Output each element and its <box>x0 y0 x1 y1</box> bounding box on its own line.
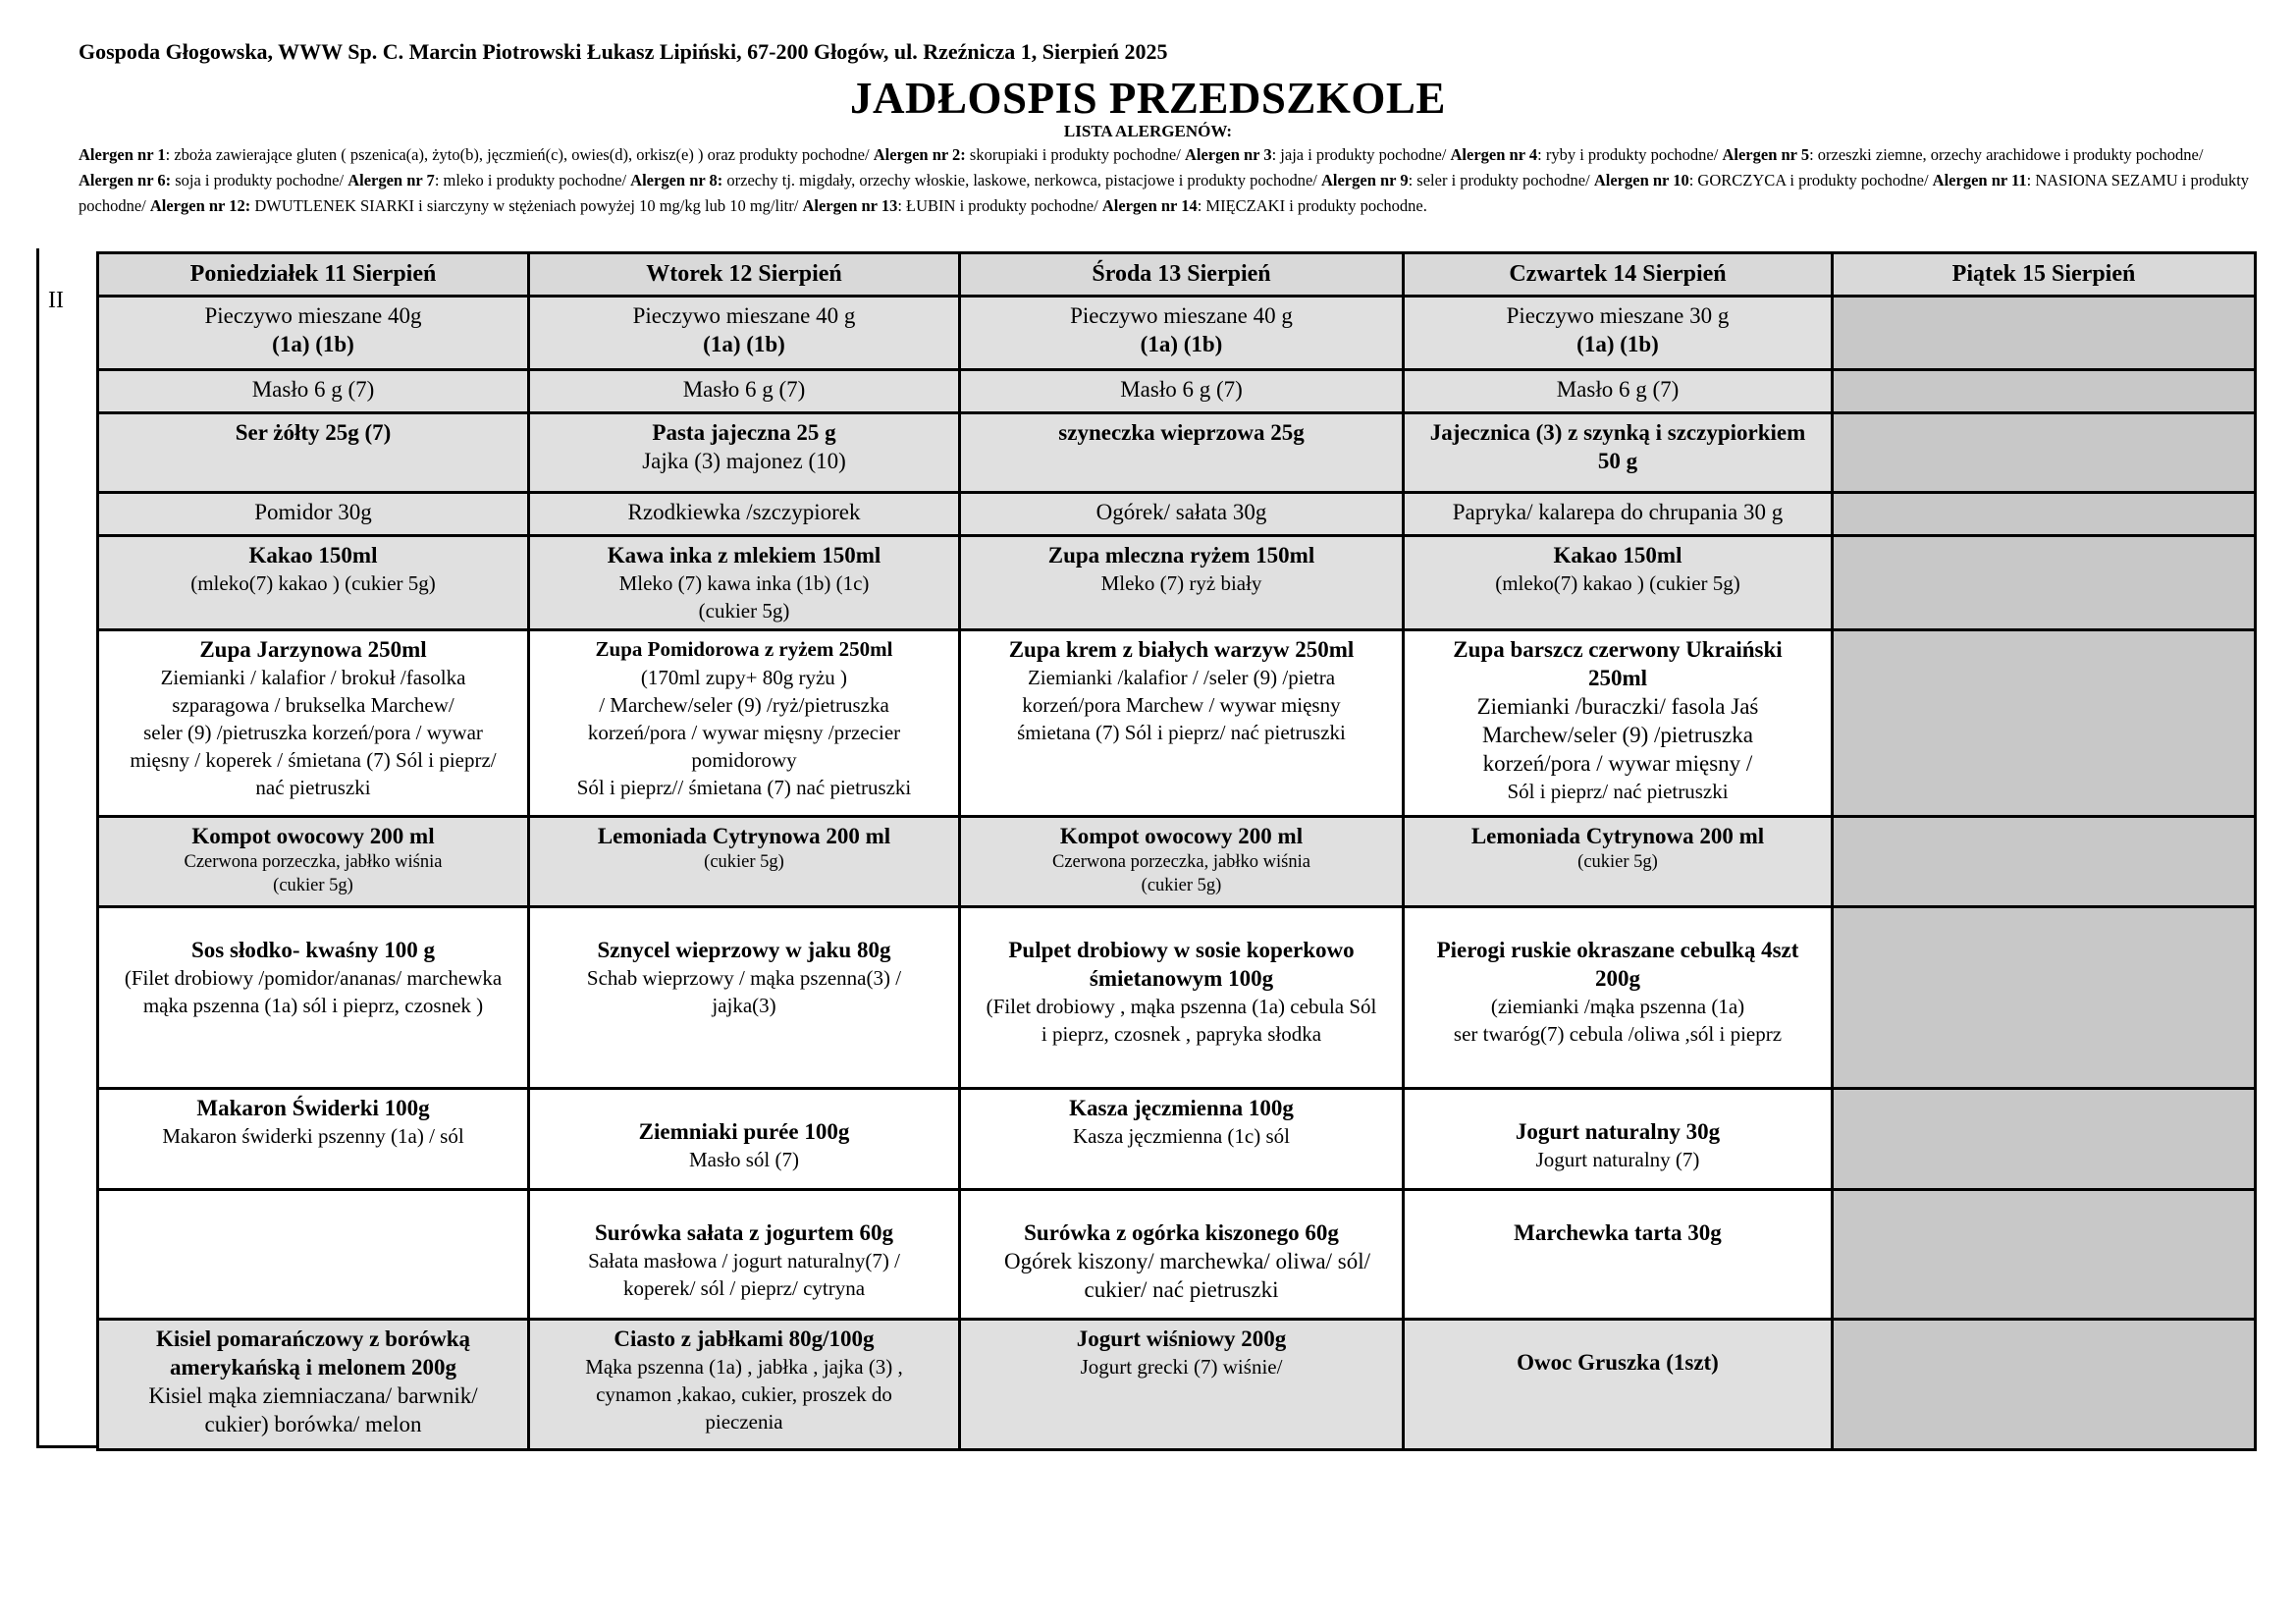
menu-cell-empty <box>1833 1190 2256 1320</box>
dish-ingredients: cukier) borówka/ melon <box>204 1412 422 1436</box>
dish-ingredients: (mleko(7) kakao ) (cukier 5g) <box>190 571 436 595</box>
menu-cell <box>529 536 960 630</box>
dish-allergens: (1a) (1b) <box>1140 332 1223 356</box>
allergen-description: : mleko i produkty pochodne/ <box>434 171 631 189</box>
dish-name: Surówka z ogórka kiszonego 60g <box>1024 1220 1339 1245</box>
menu-row <box>98 630 2256 817</box>
dish-ingredients: mąka pszenna (1a) sól i pieprz, czosnek ) <box>142 994 484 1017</box>
page-title: JADŁOSPIS PRZEDSZKOLE <box>850 74 1446 123</box>
menu-cell <box>1404 536 1833 630</box>
allergen-label: Alergen nr 8: <box>630 171 723 189</box>
menu-row <box>98 1190 2256 1320</box>
dish-portion: śmietanowym 100g <box>1089 966 1274 991</box>
dish-ingredients: Marchew/seler (9) /pietruszka <box>1482 723 1753 747</box>
menu-cell <box>1404 907 1833 1089</box>
dish-name: Masło 6 g (7) <box>1556 377 1680 402</box>
menu-cell-empty <box>1833 370 2256 413</box>
allergen-label: Alergen nr 1 <box>79 145 166 164</box>
allergen-label: Alergen nr 10 <box>1593 171 1689 189</box>
dish-ingredients: (Filet drobiowy /pomidor/ananas/ marchewka <box>124 966 503 990</box>
dish-name: Pieczywo mieszane 30 g <box>1506 303 1730 328</box>
dish-name: Masło 6 g (7) <box>682 377 806 402</box>
menu-cell-empty <box>1833 630 2256 817</box>
dish-portion: (170ml zupy+ 80g ryżu ) <box>640 666 848 689</box>
menu-cell <box>529 1320 960 1450</box>
allergen-description: : NASIONA SEZAMU i produkty pochodne/ <box>79 171 2250 215</box>
dish-name: Masło 6 g (7) <box>1120 377 1243 402</box>
dish-ingredients: korzeń/pora / wywar mięsny / <box>1482 751 1753 776</box>
dish-allergens: (1a) (1b) <box>1576 332 1659 356</box>
dish-ingredients: Masło sól (7) <box>689 1148 799 1171</box>
dish-ingredients: Ziemianki / kalafior / brokuł /fasolka <box>160 666 466 689</box>
dish-name: Papryka/ kalarepa do chrupania 30 g <box>1452 500 1784 524</box>
menu-cell <box>1404 1089 1833 1190</box>
dish-name: Pierogi ruskie okraszane cebulką 4szt <box>1436 938 1799 962</box>
dish-ingredients: korzeń/pora Marchew / wywar mięsny <box>1022 693 1341 717</box>
dish-portion: 250ml <box>1587 666 1648 690</box>
day-header: Środa 13 Sierpień <box>960 253 1404 297</box>
menu-row <box>98 1320 2256 1450</box>
dish-ingredients: Schab wieprzowy / mąka pszenna(3) / <box>586 966 902 990</box>
allergen-description: : orzeszki ziemne, orzechy arachidowe i produkty pochodne/ <box>1809 145 2204 164</box>
menu-cell <box>98 536 529 630</box>
dish-ingredients: koperek/ sól / pieprz/ cytryna <box>622 1276 866 1300</box>
allergen-label: Alergen nr 9 <box>1320 171 1409 189</box>
menu-row <box>98 907 2256 1089</box>
dish-allergens: (1a) (1b) <box>272 332 354 356</box>
menu-cell <box>1404 297 1833 370</box>
menu-cell <box>529 370 960 413</box>
dish-ingredients: (Filet drobiowy , mąka pszenna (1a) cebula Sól <box>986 995 1377 1018</box>
menu-table <box>96 251 2257 1451</box>
allergen-description: : GORCZYCA i produkty pochodne/ <box>1688 171 1933 189</box>
dish-ingredients: szparagowa / brukselka Marchew/ <box>172 693 454 717</box>
dish-name: szyneczka wieprzowa 25g <box>1058 420 1305 445</box>
dish-name: Ser żółty 25g (7) <box>235 420 392 445</box>
dish-ingredients: Ogórek kiszony/ marchewka/ oliwa/ sól/ <box>1003 1249 1371 1273</box>
dish-name: Kompot owocowy 200 ml <box>191 824 435 848</box>
dish-ingredients: pieczenia <box>705 1410 783 1434</box>
dish-ingredients: (cukier 5g) <box>704 852 784 872</box>
dish-ingredients: Jogurt naturalny (7) <box>1535 1148 1700 1171</box>
menu-cell <box>98 1089 529 1190</box>
menu-cell <box>98 413 529 493</box>
allergen-label: Alergen nr 2: <box>873 145 966 164</box>
dish-name: Kawa inka z mlekiem 150ml <box>607 543 881 568</box>
menu-cell <box>1404 1190 1833 1320</box>
day-header: Poniedziałek 11 Sierpień <box>98 253 529 297</box>
dish-name: Lemoniada Cytrynowa 200 ml <box>597 824 891 848</box>
dish-ingredients: korzeń/pora / wywar mięsny /przecier <box>587 721 901 744</box>
menu-row <box>98 493 2256 536</box>
menu-cell <box>529 1190 960 1320</box>
dish-ingredients: cynamon ,kakao, cukier, proszek do <box>596 1382 892 1406</box>
dish-name: Pieczywo mieszane 40g <box>204 303 422 328</box>
dish-allergens: (1a) (1b) <box>703 332 785 356</box>
menu-cell <box>960 1320 1404 1450</box>
menu-cell <box>1404 493 1833 536</box>
menu-row <box>98 817 2256 907</box>
menu-cell-empty <box>1833 1089 2256 1190</box>
menu-cell <box>960 1190 1404 1320</box>
allergen-label: Alergen nr 13 <box>802 196 898 215</box>
dish-name: Pieczywo mieszane 40 g <box>632 303 856 328</box>
dish-name: Pieczywo mieszane 40 g <box>1070 303 1293 328</box>
menu-cell-empty <box>1833 1320 2256 1450</box>
dish-name: Surówka sałata z jogurtem 60g <box>594 1220 894 1245</box>
allergen-description: : ryby i produkty pochodne/ <box>1537 145 1723 164</box>
dish-ingredients: (cukier 5g) <box>273 876 353 895</box>
menu-cell <box>529 630 960 817</box>
allergen-label: Alergen nr 6: <box>79 171 172 189</box>
dish-ingredients: cukier/ nać pietruszki <box>1084 1277 1279 1302</box>
week-label: II <box>48 288 64 313</box>
dish-name: Masło 6 g (7) <box>251 377 375 402</box>
allergen-description: : zboża zawierające gluten ( pszenica(a), żyto(b), jęczmień(c), owies(d), orkisz(e) ) oraz produkty pochodne/ <box>165 145 874 164</box>
menu-cell <box>1404 370 1833 413</box>
dish-name: Makaron Świderki 100g <box>196 1096 430 1120</box>
menu-cell <box>960 370 1404 413</box>
dish-ingredients: (cukier 5g) <box>698 599 790 623</box>
menu-cell <box>98 907 529 1089</box>
allergen-list <box>79 142 2253 219</box>
menu-cell <box>98 370 529 413</box>
dish-name: Ogórek/ sałata 30g <box>1095 500 1267 524</box>
allergen-label: Alergen nr 3 <box>1184 145 1272 164</box>
menu-cell <box>960 493 1404 536</box>
menu-cell <box>1404 817 1833 907</box>
allergen-label: Alergen nr 7 <box>347 171 435 189</box>
menu-cell <box>1404 1320 1833 1450</box>
menu-cell <box>1404 630 1833 817</box>
dish-ingredients: Ziemianki /buraczki/ fasola Jaś <box>1476 694 1759 719</box>
dish-ingredients: (cukier 5g) <box>1141 876 1222 895</box>
allergen-description: DWUTLENEK SIARKI i siarczyny w stężeniach powyżej 10 mg/kg lub 10 mg/litr/ <box>250 196 803 215</box>
allergen-label: Alergen nr 4 <box>1450 145 1538 164</box>
dish-name: Rzodkiewka /szczypiorek <box>627 500 861 524</box>
dish-ingredients: Mleko (7) kawa inka (1b) (1c) <box>618 571 870 595</box>
allergen-description: : ŁUBIN i produkty pochodne/ <box>897 196 1102 215</box>
menu-cell-empty <box>1833 536 2256 630</box>
day-header: Piątek 15 Sierpień <box>1833 253 2256 297</box>
dish-name: Zupa Pomidorowa z ryżem 250ml <box>595 637 893 661</box>
dish-ingredients: Sól i pieprz// śmietana (7) nać pietruszki <box>576 776 912 799</box>
dish-ingredients: Jogurt grecki (7) wiśnie/ <box>1080 1355 1283 1379</box>
menu-cell <box>98 493 529 536</box>
dish-ingredients: (mleko(7) kakao ) (cukier 5g) <box>1495 571 1740 595</box>
company-header: Gospoda Głogowska, WWW Sp. C. Marcin Piotrowski Łukasz Lipiński, 67-200 Głogów, ul. Rzeźnicza 1, Sierpień 2025 <box>79 39 1168 64</box>
dish-name: Kisiel pomarańczowy z borówką <box>155 1326 471 1351</box>
allergen-label: Alergen nr 14 <box>1101 196 1198 215</box>
menu-cell <box>960 630 1404 817</box>
dish-ingredients: Mleko (7) ryż biały <box>1100 571 1262 595</box>
dish-name: Pulpet drobiowy w sosie koperkowo <box>1008 938 1355 962</box>
dish-ingredients: / Marchew/seler (9) /ryż/pietruszka <box>599 693 889 717</box>
menu-cell <box>98 817 529 907</box>
dish-name: Jogurt naturalny 30g <box>1515 1119 1721 1144</box>
dish-name: Pomidor 30g <box>254 500 372 524</box>
allergen-description: orzechy tj. migdały, orzechy włoskie, laskowe, nerkowca, pistacjowe i produkty pochodne/ <box>722 171 1321 189</box>
menu-cell <box>98 630 529 817</box>
menu-cell <box>960 536 1404 630</box>
days-header-row <box>98 253 2256 297</box>
dish-ingredients: Sałata masłowa / jogurt naturalny(7) / <box>588 1249 900 1272</box>
day-header: Czwartek 14 Sierpień <box>1404 253 1833 297</box>
menu-cell-empty <box>1833 817 2256 907</box>
menu-cell-empty <box>1833 413 2256 493</box>
menu-cell <box>529 493 960 536</box>
dish-ingredients: Kisiel mąka ziemniaczana/ barwnik/ <box>148 1383 478 1408</box>
menu-cell <box>960 817 1404 907</box>
menu-cell <box>529 817 960 907</box>
menu-cell <box>529 413 960 493</box>
menu-cell <box>960 907 1404 1089</box>
dish-ingredients: śmietana (7) Sól i pieprz/ nać pietruszki <box>1017 721 1346 744</box>
dish-ingredients: nać pietruszki <box>255 776 371 799</box>
dish-ingredients: Mąka pszenna (1a) , jabłka , jajka (3) , <box>585 1355 903 1379</box>
dish-ingredients: Makaron świderki pszenny (1a) / sól <box>162 1124 464 1148</box>
dish-portion: 200g <box>1595 966 1640 991</box>
dish-ingredients: i pieprz, czosnek , papryka słodka <box>1041 1022 1322 1046</box>
dish-ingredients: seler (9) /pietruszka korzeń/pora / wywar <box>143 721 483 744</box>
dish-name: Kompot owocowy 200 ml <box>1059 824 1304 848</box>
dish-name: Jogurt wiśniowy 200g <box>1076 1326 1287 1351</box>
dish-portion: 50 g <box>1597 449 1638 473</box>
dish-name: Zupa Jarzynowa 250ml <box>199 637 427 662</box>
allergen-description: : seler i produkty pochodne/ <box>1408 171 1594 189</box>
dish-ingredients: ser twaróg(7) cebula /oliwa ,sól i pieprz <box>1453 1022 1783 1046</box>
menu-cell-empty <box>1833 907 2256 1089</box>
menu-row <box>98 370 2256 413</box>
dish-name: Marchewka tarta 30g <box>1514 1220 1722 1245</box>
dish-name: Zupa krem z białych warzyw 250ml <box>1008 637 1355 662</box>
dish-name: Sznycel wieprzowy w jaku 80g <box>597 938 891 962</box>
dish-ingredients: Kasza jęczmienna (1c) sól <box>1073 1124 1290 1148</box>
dish-name: Pasta jajeczna 25 g <box>652 420 836 445</box>
menu-row <box>98 297 2256 370</box>
dish-ingredients: (cukier 5g) <box>1577 852 1658 872</box>
allergen-list-title: LISTA ALERGENÓW: <box>1063 122 1233 140</box>
dish-name: Jajecznica (3) z szynką i szczypiorkiem <box>1429 420 1806 445</box>
menu-cell <box>98 1320 529 1450</box>
dish-name: Zupa barszcz czerwony Ukraiński <box>1453 637 1783 662</box>
menu-cell <box>960 1089 1404 1190</box>
allergen-label: Alergen nr 5 <box>1722 145 1810 164</box>
dish-ingredients: Czerwona porzeczka, jabłko wiśnia <box>1051 852 1310 872</box>
menu-cell <box>529 907 960 1089</box>
menu-cell <box>529 1089 960 1190</box>
dish-ingredients: Ziemianki /kalafior / /seler (9) /pietra <box>1027 666 1336 689</box>
dish-name: Ciasto z jabłkami 80g/100g <box>614 1326 875 1351</box>
menu-cell <box>529 297 960 370</box>
allergen-label: Alergen nr 11 <box>1932 171 2027 189</box>
allergen-description: skorupiaki i produkty pochodne/ <box>965 145 1185 164</box>
dish-name: Kakao 150ml <box>1553 543 1682 568</box>
dish-ingredients: Czerwona porzeczka, jabłko wiśnia <box>184 852 443 872</box>
dish-ingredients: jajka(3) <box>712 994 776 1017</box>
dish-ingredients: Sól i pieprz/ nać pietruszki <box>1507 780 1729 803</box>
menu-cell <box>1404 413 1833 493</box>
menu-cell-empty <box>98 1190 529 1320</box>
dish-name: Kakao 150ml <box>248 543 378 568</box>
dish-name: Lemoniada Cytrynowa 200 ml <box>1470 824 1765 848</box>
menu-row <box>98 1089 2256 1190</box>
menu-cell <box>960 297 1404 370</box>
menu-cell <box>960 413 1404 493</box>
menu-row <box>98 536 2256 630</box>
menu-cell-empty <box>1833 493 2256 536</box>
dish-ingredients: Jajka (3) majonez (10) <box>642 449 846 473</box>
dish-ingredients: pomidorowy <box>691 748 797 772</box>
menu-row <box>98 413 2256 493</box>
dish-name: Zupa mleczna ryżem 150ml <box>1047 543 1315 568</box>
dish-name: amerykańską i melonem 200g <box>170 1355 456 1380</box>
allergen-description: : MIĘCZAKI i produkty pochodne. <box>1197 196 1427 215</box>
dish-name: Owoc Gruszka (1szt) <box>1517 1350 1719 1375</box>
week-column <box>36 248 97 1448</box>
dish-name: Ziemniaki purée 100g <box>638 1119 850 1144</box>
allergen-description: soja i produkty pochodne/ <box>171 171 348 189</box>
dish-ingredients: mięsny / koperek / śmietana (7) Sól i pieprz/ <box>130 748 497 772</box>
menu-cell-empty <box>1833 297 2256 370</box>
allergen-description: : jaja i produkty pochodne/ <box>1271 145 1451 164</box>
dish-name: Sos słodko- kwaśny 100 g <box>191 938 435 962</box>
allergen-label: Alergen nr 12: <box>149 196 251 215</box>
dish-ingredients: (ziemianki /mąka pszenna (1a) <box>1490 995 1745 1018</box>
day-header: Wtorek 12 Sierpień <box>529 253 960 297</box>
dish-name: Kasza jęczmienna 100g <box>1069 1096 1294 1120</box>
menu-cell <box>98 297 529 370</box>
